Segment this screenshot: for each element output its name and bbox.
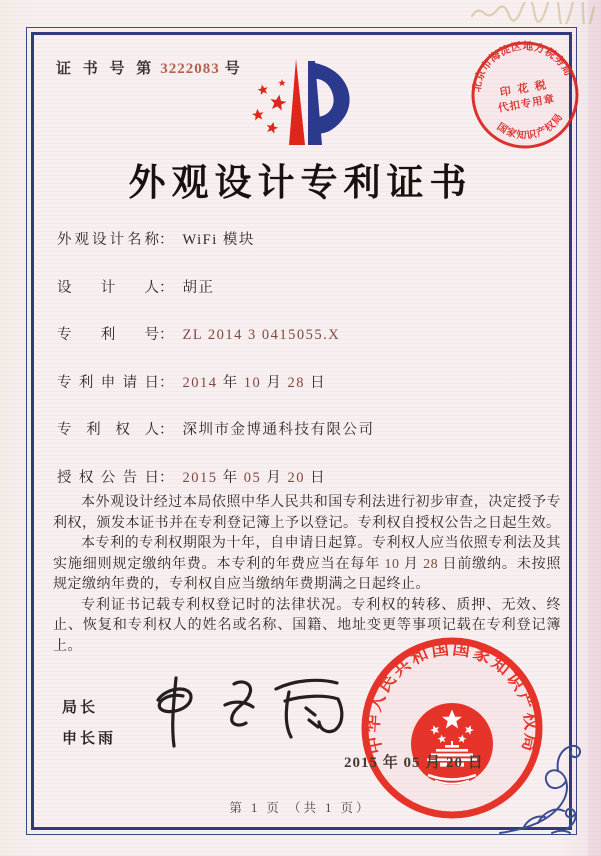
field-value: 2014 年 10 月 28 日	[182, 374, 327, 391]
cert-no-suffix: 号	[224, 61, 244, 77]
page-title: 外观设计专利证书	[128, 163, 473, 204]
field-value: 2015 年 05 月 20 日	[182, 469, 327, 486]
cert-no-prefix: 证 书 号 第	[56, 61, 156, 77]
field-grant-date	[57, 468, 549, 489]
field-label: 专利申请日	[57, 374, 159, 391]
stamp-center-line1: 印 花 税	[499, 78, 549, 100]
field-label: 外观设计名称	[57, 232, 159, 248]
stamp-center-line2: 代扣专用章	[497, 93, 556, 115]
field-label: 专利权人	[57, 422, 159, 438]
field-colon: ：	[159, 327, 174, 343]
certificate-number-line	[56, 57, 244, 78]
tax-stamp-seal	[459, 29, 591, 161]
field-filing-date	[57, 373, 549, 394]
field-colon: ：	[159, 422, 174, 438]
field-patentee	[57, 420, 549, 441]
field-label: 设计人	[57, 279, 159, 296]
field-label: 授权公告日	[57, 469, 159, 486]
field-patent-number	[57, 325, 549, 346]
national-emblem-icon	[411, 703, 493, 785]
field-value: WiFi 模块	[182, 232, 255, 248]
corner-flourish-ornament	[497, 740, 585, 840]
seal-date: 2015 年 05 月 20 日	[344, 755, 484, 771]
body-paragraph-2: 本专利的专利权期限为十年，自申请日起算。专利权人应当依照专利法及其实施细则规定缴纳年费。本专利的年费应当在每年 10 月 28 日前缴纳。未按照规定缴纳年费的，专利权自应当缴纳年费期满之日起终止。	[53, 536, 562, 592]
seal-ring-text: 中华人民共和国国家知识产权局	[362, 637, 542, 756]
field-label: 专利号	[57, 327, 159, 343]
stamp-arc-bottom-text: 国家知识产权局	[494, 111, 566, 142]
page-number: 第 1 页 （共 1 页）	[229, 801, 372, 815]
body-paragraph-1: 本外观设计经过本局依照中华人民共和国专利法进行初步审查，决定授予专利权，颁发本证书并在专利登记簿上予以登记。专利权自授权公告之日起生效。	[53, 495, 561, 531]
field-colon: ：	[159, 279, 174, 296]
director-title: 局长	[62, 700, 99, 716]
field-list	[57, 230, 549, 515]
cert-no-value: 3222083	[160, 61, 220, 77]
scan-edge-shadow	[588, 0, 601, 856]
sipo-logo-icon	[236, 54, 366, 152]
director-name: 申长雨	[62, 731, 117, 747]
field-colon: ：	[159, 374, 174, 391]
field-design-name	[57, 230, 549, 251]
scan-artifact-handwriting	[468, 2, 600, 24]
field-value: ZL 2014 3 0415055.X	[182, 327, 341, 343]
body-paragraph-3: 专利证书记载专利权登记时的法律状况。专利权的转移、质押、无效、终止、恢复和专利权人的姓名或名称、国籍、地址变更等事项记载在专利登记簿上。	[53, 597, 561, 654]
field-designer	[57, 278, 549, 299]
handwritten-signature-icon	[138, 666, 350, 752]
stamp-arc-top-text: 北京市海淀区地方税务局	[471, 41, 574, 93]
field-value: 深圳市金博通科技有限公司	[182, 422, 375, 438]
field-value: 胡正	[182, 279, 215, 296]
field-colon: ：	[159, 232, 174, 248]
field-colon: ：	[159, 469, 174, 486]
